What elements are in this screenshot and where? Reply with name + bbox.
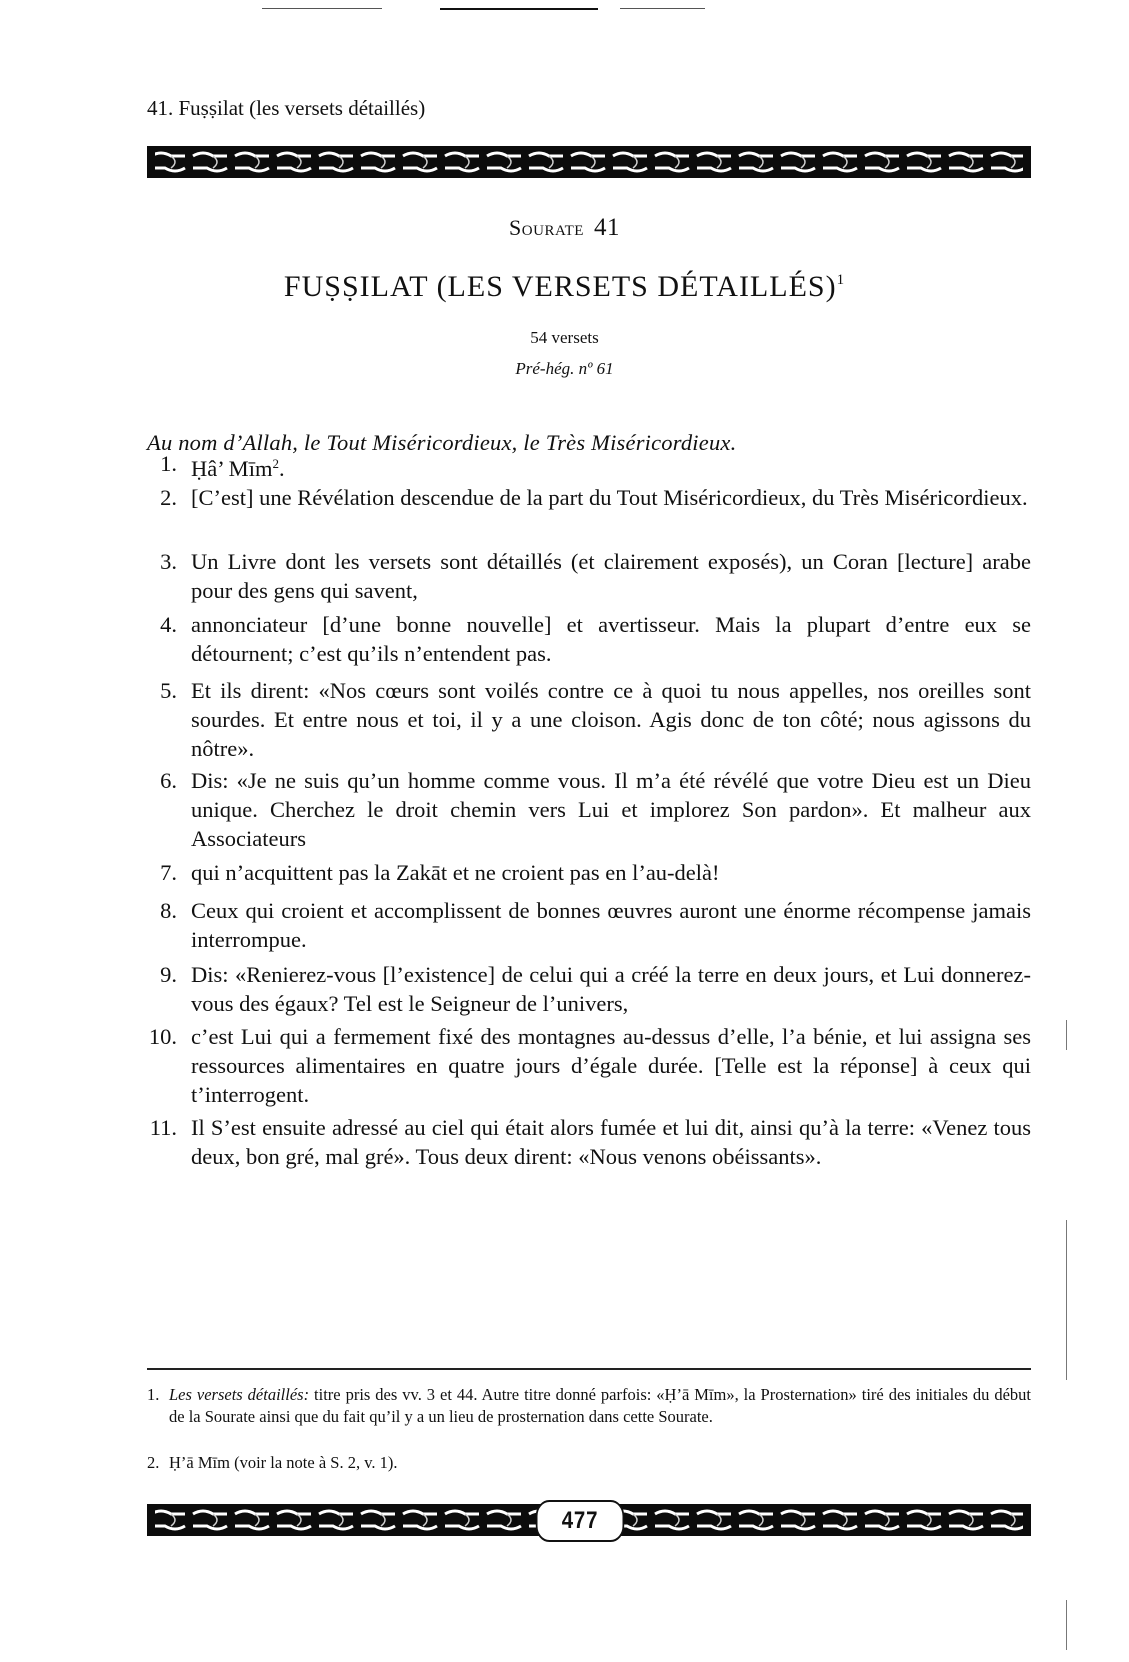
surah-label-number: 41 — [593, 214, 620, 241]
verse-text: annonciateur [d’une bonne nouvelle] et avertisseur. Mais la plupart d’entre eux se détournent; c’est qu’ils n’entendent pas. — [191, 612, 1031, 666]
top-ornament-band — [147, 146, 1031, 178]
chain-ornament-icon — [147, 146, 1031, 178]
footnote — [147, 1384, 1031, 1428]
scan-artifact — [262, 8, 382, 9]
revelation-period: Pré-hég. nº 61 — [515, 359, 614, 378]
footnote-label: Les versets détaillés: — [169, 1385, 310, 1404]
footnote-divider — [147, 1368, 1031, 1370]
verse-text: c’est Lui qui a fermement fixé des montagnes au-dessus d’elle, l’a bénie, et lui assigna ses ressources alimentaires en quatre jours d’égale durée. [Telle est la réponse] à ceux qui t’interrogent. — [191, 1024, 1031, 1107]
verse-number: 3. — [160, 549, 177, 574]
scan-artifact — [1066, 1220, 1067, 1380]
verse — [147, 1022, 1031, 1109]
verse — [147, 483, 1031, 512]
running-head: 41. Fuṣṣilat (les versets détaillés) — [147, 96, 426, 120]
page-number: 477 — [536, 1500, 624, 1542]
scan-artifact — [1066, 1600, 1067, 1650]
verse-text: Il S’est ensuite adressé au ciel qui était alors fumée et lui dit, ainsi qu’à la terre: «Venez tous deux, bon gré, mal gré». Tous deux dirent: «Nous venons obéissants». — [191, 1115, 1031, 1169]
verse — [147, 960, 1031, 1018]
verse-number: 10. — [148, 1024, 177, 1049]
verse — [147, 547, 1031, 605]
verse — [147, 676, 1031, 763]
surah-label — [0, 214, 1129, 242]
verse-text: Ceux qui croient et accomplissent de bonnes œuvres auront une énorme récompense jamais interrompue. — [191, 898, 1031, 952]
verse-text: qui n’acquittent pas la Zakāt et ne croient pas en l’au-delà! — [191, 860, 720, 885]
footnote — [147, 1452, 1031, 1474]
footnote-ref: 2 — [272, 456, 279, 471]
verse-text: Un Livre dont les versets sont détaillés (et clairement exposés), un Coran [lecture] arabe pour des gens qui savent, — [191, 549, 1031, 603]
scan-artifact — [620, 8, 705, 9]
verse-number: 2. — [160, 485, 177, 510]
basmala: Au nom d’Allah, le Tout Miséricordieux, le Très Miséricordieux. — [147, 430, 737, 455]
verse — [147, 610, 1031, 668]
surah-title-text: FUṢṢILAT (LES VERSETS DÉTAILLÉS) — [283, 270, 837, 303]
verse-number: 11. — [149, 1115, 177, 1140]
verse-text: Et ils dirent: «Nos cœurs sont voilés contre ce à quoi tu nous appelles, nos oreilles sont sourdes. Et entre nous et toi, il y a une cloison. Agis donc de ton côté; nous agissons du nôtre». — [191, 678, 1031, 761]
verse-text: Dis: «Renierez-vous [l’existence] de celui qui a créé la terre en deux jours, et Lui donnerez-vous des égaux? Tel est le Seigneur de l’univers, — [191, 962, 1031, 1016]
verse-number: 6. — [160, 768, 177, 793]
verse-count: 54 versets — [530, 328, 599, 347]
footnote-text: titre pris des vv. 3 et 44. Autre titre donné parfois: «Ḥ’ā Mīm», la Prosternation» tiré des initiales du début de la Sourate ainsi que du fait qu’il y a un lieu de prosternation dans cette Sourate. — [169, 1385, 1032, 1426]
footnote-ref: 1 — [836, 272, 846, 288]
surah-label-word: Sourate — [509, 215, 584, 240]
surah-title — [0, 270, 1129, 304]
footnote-text: Ḥ’ā Mīm (voir la note à S. 2, v. 1). — [169, 1453, 398, 1472]
verse — [147, 858, 1031, 887]
scan-artifact — [440, 8, 598, 10]
verse — [147, 1113, 1031, 1171]
verse — [147, 896, 1031, 954]
verse-text: Ḥâ’ Mīm — [191, 456, 273, 481]
verse-text: [C’est] une Révélation descendue de la part du Tout Miséricordieux, du Très Miséricordieux. — [191, 485, 1028, 510]
footnote-number: 2. — [147, 1453, 160, 1472]
verse — [147, 766, 1031, 853]
scan-artifact — [1066, 1020, 1067, 1050]
verse-text-end: . — [278, 456, 285, 481]
footnote-number: 1. — [147, 1385, 160, 1404]
verse-number: 1. — [160, 451, 177, 476]
verse — [147, 449, 1031, 483]
verse-number: 9. — [160, 962, 177, 987]
verse-number: 7. — [160, 860, 177, 885]
verse-number: 8. — [160, 898, 177, 923]
verse-number: 5. — [160, 678, 177, 703]
verse-text: Dis: «Je ne suis qu’un homme comme vous. Il m’a été révélé que votre Dieu est un Dieu unique. Cherchez le droit chemin vers Lui et implorez Son pardon». Et malheur aux Associateurs — [191, 768, 1031, 851]
verse-number: 4. — [160, 612, 177, 637]
